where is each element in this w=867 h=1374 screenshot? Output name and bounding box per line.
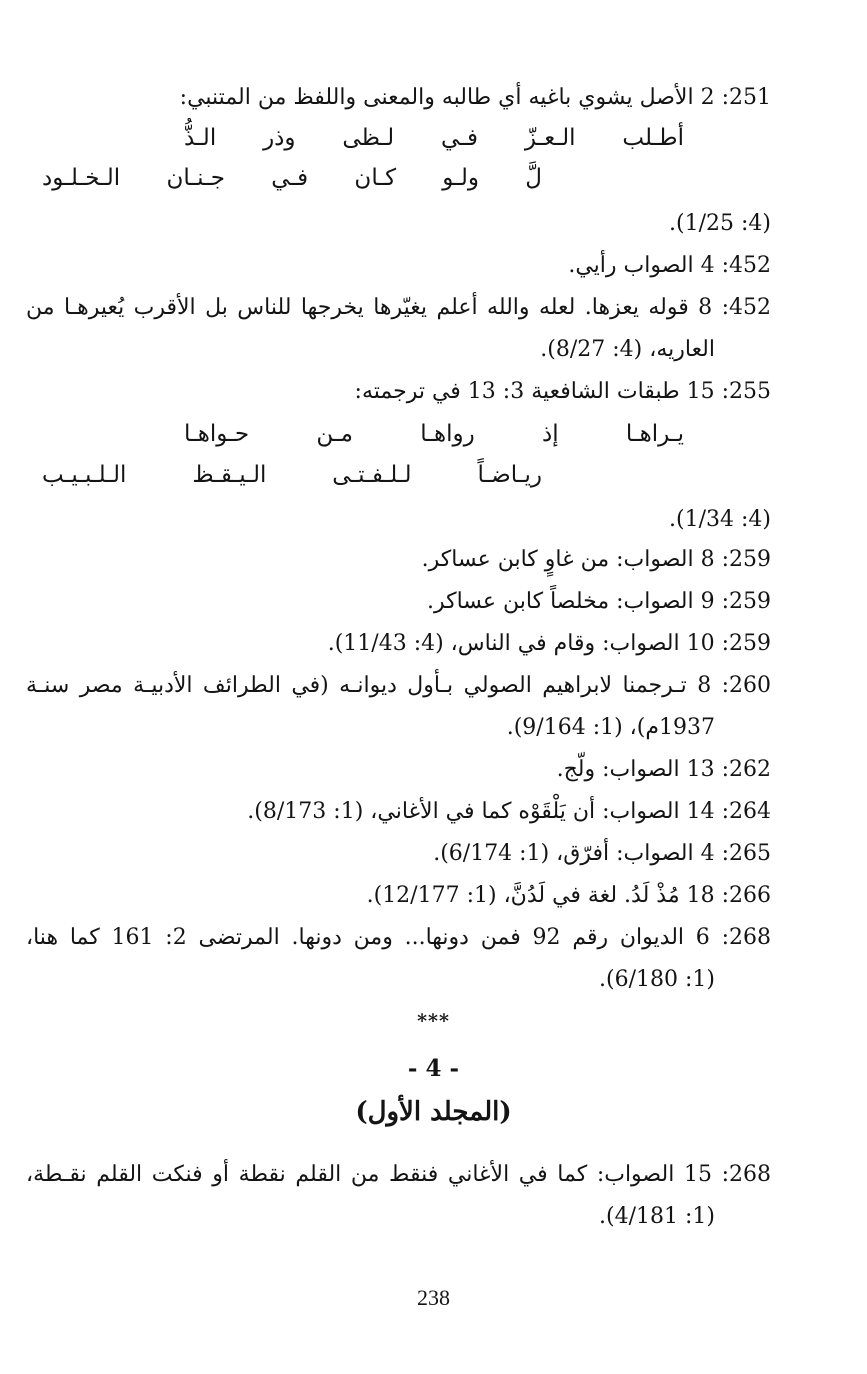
entry-line: 255: 15 طبقات الشافعية 3: 13 في ترجمته:	[354, 379, 771, 404]
reference: (4: 1/34).	[669, 507, 771, 532]
entry-line: 262: 13 الصواب: ولّج.	[556, 757, 771, 782]
entry-line: 452: 4 الصواب رأيي.	[568, 253, 771, 278]
verse-line: أطـلب الـعـزّ فـي لـظى وذر الـذُّ	[184, 125, 684, 151]
entry-line: 265: 4 الصواب: أفرّق، (1: 6/174).	[433, 841, 771, 866]
verse-line: يـراهـا إذ رواهـا مـن حـواهـا	[184, 421, 684, 447]
verse-line: لَّ ولـو كـان فـي جـنـان الـخـلـود	[42, 165, 542, 191]
entry-line-continued: (1: 4/181).	[599, 1204, 715, 1229]
entry-line: 452: 8 قوله يعزها. لعله والله أعلم يغيّرها يخرجها للناس بل الأقرب يُعيرهـا من	[26, 295, 772, 320]
page-number: 238	[417, 1285, 450, 1310]
entry-line: 251: 2 الأصل يشوي باغيه أي طالبه والمعنى واللفظ من المتنبي:	[179, 85, 771, 110]
entry-line: 260: 8 تـرجمنا لابراهيم الصولي بـأول ديوانـه (في الطرائف الأدبيـة مصر سنـة	[26, 673, 772, 698]
entry-line-continued: 1937م)، (1: 9/164).	[506, 715, 715, 740]
section-title: (المجلد الأول)	[355, 1097, 512, 1127]
entry-line: 266: 18 مُذْ لَدُ. لغة في لَدُنَّ، (1: 12/177).	[366, 883, 771, 908]
entry-line: 264: 14 الصواب: أن يَلْقَوْه كما في الأغاني، (1: 8/173).	[247, 799, 771, 824]
entry-line: 259: 9 الصواب: مخلصاً كابن عساكر.	[426, 589, 771, 614]
entry-line: 259: 8 الصواب: من غاوٍ كابن عساكر.	[421, 547, 771, 572]
separator-stars: ***	[417, 1010, 450, 1032]
reference: (4: 1/25).	[669, 211, 771, 236]
entry-line: 259: 10 الصواب: وقام في الناس، (4: 11/43).	[327, 631, 771, 656]
entry-line: 268: 6 الديوان رقم 92 فمن دونها... ومن دونها. المرتضى 2: 161 كما هنا،	[26, 925, 771, 950]
verse-line: ريـاضـاً لـلـفـتـى الـيـقـظ الـلـبـيـب	[42, 462, 542, 488]
entry-line-continued: العاريه، (4: 8/27).	[540, 337, 715, 362]
entry-line: 268: 15 الصواب: كما في الأغاني فنقط من القلم نقطة أو فنكت القلم نقـطة،	[26, 1162, 771, 1187]
section-number: - 4 -	[407, 1055, 460, 1082]
entry-line-continued: (1: 6/180).	[599, 967, 715, 992]
